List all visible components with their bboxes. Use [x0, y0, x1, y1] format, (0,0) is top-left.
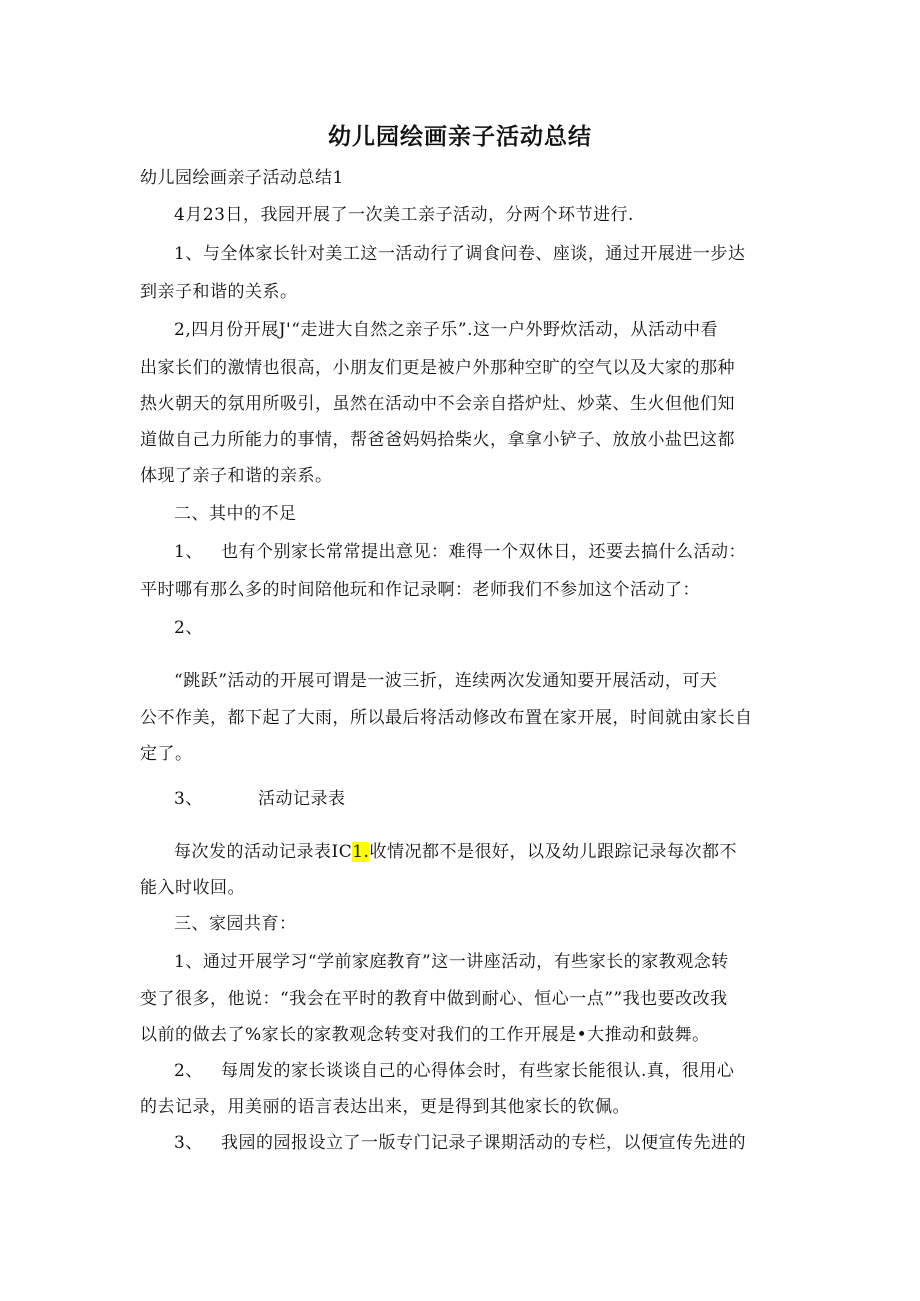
s2-item-2-line-1: “跳跃”活动的开展可谓是一波三折，连续两次发通知要开展活动，可天: [174, 671, 718, 691]
s3-item-1-line-1: 1、通过开展学习“学前家庭教育”这一讲座活动，有些家长的家教观念转: [174, 952, 729, 972]
s2-item-3-number: 3、: [174, 789, 203, 809]
s3-item-2-line-2: 的去记录，用美丽的语言表达出来，更是得到其他家长的钦佩。: [140, 1097, 630, 1117]
s2-item-3-line-1-pre: 每次发的活动记录表IC: [174, 842, 353, 862]
s2-item-3-line-2: 能入时收回。: [140, 878, 245, 898]
s2-item-2-line-3: 定了。: [140, 744, 193, 764]
paragraph-2-line-2: 出家长们的激情也很高，小朋友们更是被户外那种空旷的空气以及大家的那种: [140, 358, 735, 378]
highlighted-text: 1.: [352, 842, 370, 862]
document-subtitle: 幼儿园绘画亲子活动总结1: [140, 168, 344, 188]
s3-item-2-line-1: 每周发的家长谈谈自己的心得体会时，有些家长能很认.真，很用心: [221, 1061, 735, 1081]
s3-item-1-line-2: 变了很多，他说：“我会在平时的教育中做到耐心、恒心一点””我也要改改我: [140, 989, 728, 1009]
s2-item-3-line-1: [174, 840, 737, 864]
section-heading-2: 二、其中的不足: [174, 504, 297, 524]
s3-item-3-line-1: 我园的园报设立了一版专门记录子课期活动的专栏，以便宣传先进的: [221, 1133, 746, 1153]
s2-item-1-line-2: 平时哪有那么多的时间陪他玩和作记录啊：老师我们不参加这个活动了：: [140, 580, 700, 600]
s2-item-3-line-1-post: 收情况都不是很好，以及幼儿跟踪记录每次都不: [369, 842, 737, 862]
s2-item-2-number: 2、: [174, 618, 203, 638]
paragraph-2-line-1: 2,四月份开展J'“走进大自然之亲子乐”.这一户外野炊活动，从活动中看: [174, 320, 718, 340]
s3-item-2-number: 2、: [174, 1061, 203, 1081]
section-heading-3: 三、家园共育：: [174, 914, 297, 934]
s2-item-3-label: 活动记录表: [258, 789, 346, 809]
intro-paragraph: 4月23日，我园开展了一次美工亲子活动，分两个环节进行.: [174, 205, 634, 225]
document-title: 幼儿园绘画亲子活动总结: [328, 124, 592, 150]
paragraph-1-line-2: 到亲子和谐的关系。: [140, 282, 298, 302]
paragraph-2-line-5: 体现了亲子和谐的亲系。: [140, 466, 333, 486]
paragraph-2-line-3: 热火朝天的氛用所吸引，虽然在活动中不会亲自搭炉灶、炒菜、生火但他们知: [140, 394, 735, 414]
s2-item-1-number: 1、: [174, 542, 203, 562]
s3-item-1-line-3: 以前的做去了%家长的家教观念转变对我们的工作开展是•大推动和鼓舞。: [140, 1025, 710, 1045]
s3-item-3-number: 3、: [174, 1133, 203, 1153]
paragraph-2-line-4: 道做自己力所能力的事情，帮爸爸妈妈拾柴火，拿拿小铲子、放放小盐巴这都: [140, 430, 735, 450]
paragraph-1-line-1: 1、与全体家长针对美工这一活动行了调食问卷、座谈，通过开展进一步达: [174, 244, 746, 264]
s2-item-1-line-1: 也有个别家长常常提出意见：难得一个双休日，还要去搞什么活动：: [221, 542, 746, 562]
s2-item-2-line-2: 公不作美，都下起了大雨，所以最后将活动修改布置在家开展，时间就由家长自: [140, 708, 753, 728]
